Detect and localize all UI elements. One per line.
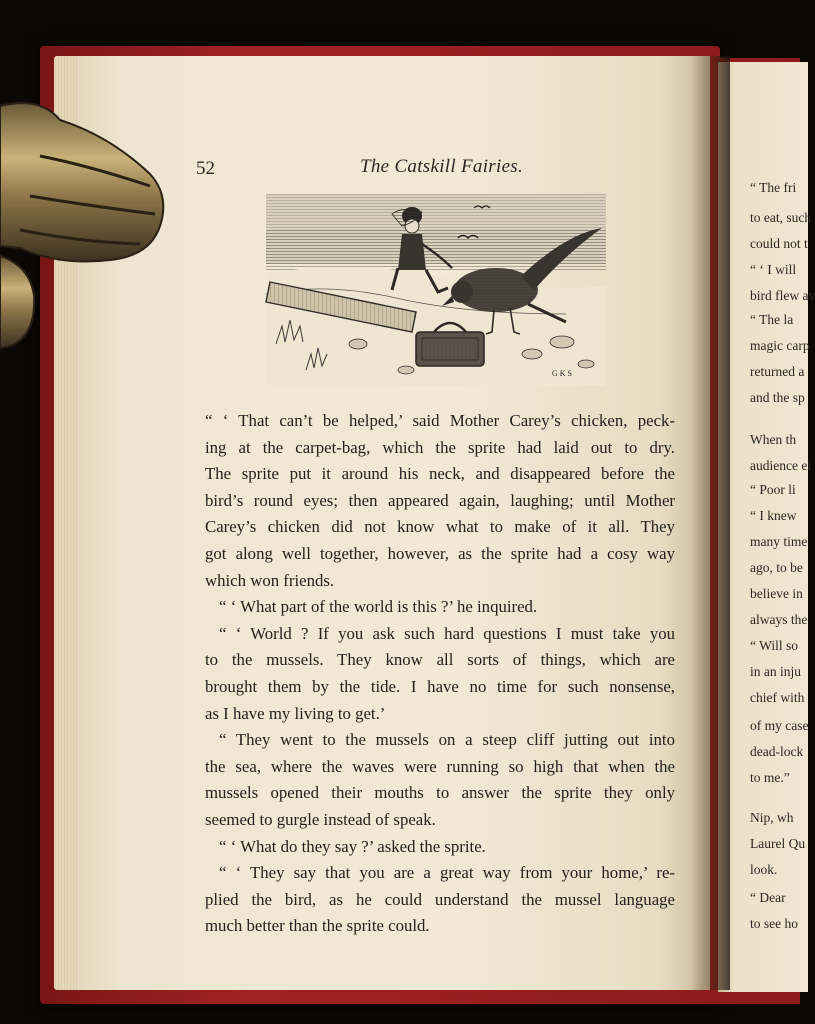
right-page-line: to me.”: [750, 770, 790, 785]
right-page-line: returned a: [750, 364, 805, 379]
text-line: bird’s round eyes; then appeared again, laughing; until Mother: [205, 490, 675, 510]
right-page-line: in an inju: [750, 664, 801, 679]
right-page-line: magic carp: [750, 338, 810, 353]
right-page-line: Laurel Qu: [750, 836, 806, 851]
right-page-line: “ Poor li: [750, 482, 796, 497]
brass-book-holder: [0, 96, 170, 356]
text-line: “ ‘ What part of the world is this ?’ he inquired.: [219, 597, 538, 617]
text-line: to the mussels. They know all sorts of things, which are: [205, 650, 675, 670]
right-page-line: ago, to be: [750, 560, 803, 575]
text-line: mussels opened their mouths to answer the sprite they only: [205, 783, 675, 803]
right-page-line: When th: [750, 432, 797, 447]
right-page-line: many time: [750, 534, 808, 549]
right-page-line: chief with: [750, 690, 805, 705]
right-page-line: to eat, such: [750, 210, 812, 225]
text-line: as I have my living to get.’: [205, 703, 386, 723]
body-text: [205, 408, 675, 940]
right-page-line: “ The la: [750, 312, 794, 327]
text-line: plied the bird, as he could understand the mussel language: [205, 889, 675, 909]
right-page-line: “ Will so: [750, 638, 798, 653]
right-page-line: and the sp: [750, 390, 805, 405]
right-page-line: “ Dear: [750, 890, 786, 905]
text-line: “ ‘ They say that you are a great way from your home,’ re-: [219, 863, 675, 883]
text-line: “ ‘ That can’t be helped,’ said Mother Carey’s chicken, peck-: [205, 411, 675, 430]
right-page-line: could not t: [750, 236, 808, 251]
text-line: which won friends.: [205, 570, 335, 590]
right-page-line: dead-lock: [750, 744, 804, 759]
page-number: 52: [196, 158, 215, 179]
right-page-line: “ ‘ I will: [750, 262, 797, 277]
right-page-line: “ I knew: [750, 508, 797, 523]
right-page-text: [750, 170, 815, 950]
text-line: ing at the carpet-bag, which the sprite had laid out to dry.: [205, 437, 675, 457]
right-page-line: bird flew av: [750, 288, 815, 303]
engraving-illustration: [266, 194, 606, 386]
text-line: “ ‘ What do they say ?’ asked the sprite.: [219, 836, 486, 856]
text-line: Carey’s chicken did not know what to make of it all. They: [205, 517, 675, 537]
text-line: the sea, where the waves were running so high that when the: [205, 756, 675, 776]
text-line: The sprite put it around his neck, and disappeared before the: [205, 464, 675, 484]
text-line: got along well together, however, as the sprite had a cosy way: [205, 543, 675, 563]
right-page-line: of my case: [750, 718, 809, 733]
right-page-line: look.: [750, 862, 778, 877]
text-line: seemed to gurgle instead of speak.: [205, 809, 436, 829]
right-page-line: to see ho: [750, 916, 798, 931]
text-line: “ ‘ World ? If you ask such hard questions I must take you: [219, 623, 675, 643]
text-line: much better than the sprite could.: [205, 916, 430, 936]
text-line: brought them by the tide. I have no time for such nonsense,: [205, 676, 675, 696]
right-page-line: audience el: [750, 458, 812, 473]
text-line: “ They went to the mussels on a steep cliff jutting out into: [219, 730, 675, 750]
running-head: The Catskill Fairies.: [360, 156, 524, 177]
right-page-line: always the: [750, 612, 808, 627]
engraver-signature: G K S: [552, 369, 573, 378]
right-page-line: “ The fri: [750, 180, 797, 195]
right-page-line: believe in: [750, 586, 803, 601]
right-page-line: Nip, wh: [750, 810, 794, 825]
spine-shadow: [690, 56, 730, 990]
